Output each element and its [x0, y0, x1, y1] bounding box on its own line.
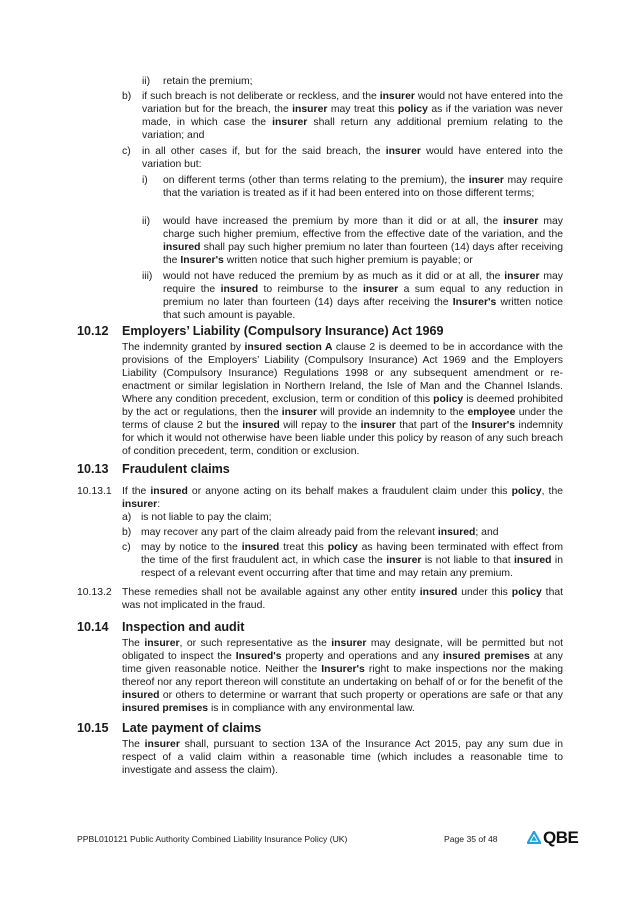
- list-item-text: [141, 511, 563, 524]
- section-title: Employers’ Liability (Compulsory Insurance) Act 1969: [122, 324, 444, 338]
- clause-number: 10.13.1: [77, 486, 112, 497]
- defined-term: Insurer's: [321, 664, 365, 675]
- defined-term: insurer: [272, 117, 308, 128]
- defined-term: insurer: [292, 104, 328, 115]
- text-run: treat this: [279, 542, 328, 553]
- list-marker: c): [122, 146, 131, 157]
- defined-term: Insurer's: [452, 297, 497, 308]
- text-run: may recover any part of the claim already paid from the relevant: [141, 527, 438, 538]
- text-run: ; and: [475, 527, 499, 538]
- text-run: or anyone acting on its behalf makes a fraudulent claim under this: [187, 486, 512, 497]
- defined-term: insured: [514, 555, 552, 566]
- text-run: is deemed prohibited by the act or regulations, then the: [122, 394, 563, 418]
- list-marker: a): [122, 512, 132, 523]
- list-marker: i): [142, 175, 148, 186]
- text-run: if such breach is not deliberate or reckless, and the: [142, 91, 380, 102]
- text-run: would not have entered into the variation but for the breach, the: [142, 91, 563, 115]
- defined-term: insured: [122, 690, 160, 701]
- list-marker: iii): [142, 271, 153, 282]
- clause-text: [122, 485, 563, 511]
- defined-term: insurer: [385, 146, 421, 157]
- defined-term: policy: [327, 542, 358, 553]
- defined-term: insurer: [360, 420, 396, 431]
- text-run: shall return any additional premium relating to the variation; and: [142, 117, 563, 141]
- defined-term: employee: [467, 407, 516, 418]
- section-number: 10.14: [77, 620, 109, 634]
- list-item-text: [141, 526, 563, 539]
- section-title: Inspection and audit: [122, 620, 245, 634]
- defined-term: insurer: [122, 499, 158, 510]
- clause-text: [122, 586, 563, 612]
- text-run: in respect of a relevant event occurring after that time and may retain any premium.: [141, 555, 564, 579]
- defined-term: insurer: [379, 91, 415, 102]
- text-run: clause 2 is deemed to be in accordance with the provisions of the Employers’ Liability (Compulsory Insurance) Act 1969 and the Employers Liability (Compulsory Insurance) Regulations 1998 or any subsequent amendment or re-enactment or similar legislation in Northern Ireland, the Isle of Man and the Channel Islands. Where any condition precedent, exclusion, term or condition of this: [122, 342, 563, 405]
- section-body: [122, 637, 563, 715]
- defined-term: Insurer's: [471, 420, 516, 431]
- defined-term: insurer: [331, 638, 367, 649]
- text-run: retain the premium;: [163, 76, 253, 87]
- defined-term: insured: [220, 284, 259, 295]
- defined-term: insurer: [363, 284, 399, 295]
- defined-term: Insured's: [235, 651, 282, 662]
- text-run: The indemnity granted by: [122, 342, 245, 353]
- text-run: under this: [457, 587, 512, 598]
- text-run: in all other cases if, but for the said breach, the: [142, 146, 386, 157]
- text-run: right to make inspections nor the making thereof nor any report thereon will constitute an undertaking on behalf of or for the benefit of the: [122, 664, 564, 688]
- text-run: property and operations and any: [281, 651, 443, 662]
- section-title: Fraudulent claims: [122, 462, 230, 476]
- subitem-text: [163, 174, 563, 200]
- section-title: Late payment of claims: [122, 721, 262, 735]
- defined-term: insurer: [504, 271, 540, 282]
- defined-term: insured: [242, 420, 280, 431]
- text-run: to reimburse to the: [258, 284, 363, 295]
- subitem-text: [163, 270, 563, 322]
- text-run: may treat this: [327, 104, 398, 115]
- text-run: written notice that such higher premium is payable; or: [223, 255, 473, 266]
- defined-term: insured: [241, 542, 280, 553]
- text-run: :: [157, 499, 161, 510]
- text-run: may require that the variation is treated as if it had been entered into on those different terms;: [163, 175, 563, 199]
- list-item-text: [163, 75, 563, 88]
- section-number: 10.13: [77, 462, 109, 476]
- clause-b-text: [142, 90, 563, 142]
- text-run: If the: [122, 486, 151, 497]
- text-run: may designate, will be permitted but not obligated to inspect the: [122, 638, 563, 662]
- defined-term: insurer: [386, 555, 422, 566]
- defined-term: insured: [419, 587, 458, 598]
- defined-term: insurer: [144, 739, 180, 750]
- clause-number: 10.13.2: [77, 587, 112, 598]
- text-run: as having been terminated with effect from the time of the first fraudulent act, in which case the: [141, 542, 563, 566]
- section-number: 10.15: [77, 721, 109, 735]
- defined-term: insurer: [144, 638, 180, 649]
- text-run: would have increased the premium by more than it did or at all, the: [163, 216, 504, 227]
- text-run: is in compliance with any environmental law.: [208, 703, 415, 714]
- list-marker: b): [122, 527, 132, 538]
- defined-term: policy: [511, 587, 542, 598]
- defined-term: insurer: [503, 216, 539, 227]
- text-run: is not liable to that: [421, 555, 514, 566]
- text-run: , the: [541, 486, 564, 497]
- text-run: as if the variation was never made, in which case the: [142, 104, 563, 128]
- text-run: would not have reduced the premium by as much as it did or at all, the: [163, 271, 505, 282]
- text-run: shall, pursuant to section 13A of the Insurance Act 2015, pay any sum due in respect of a valid claim within a reasonable time (which includes a reasonable time to investigate and assess the claim).: [122, 739, 563, 776]
- text-run: or others to determine or warrant that such property or operations are safe or that any: [159, 690, 563, 701]
- text-run: on different terms (other than terms relating to the premium), the: [163, 175, 469, 186]
- defined-term: insured: [163, 242, 201, 253]
- logo-text: QBE: [543, 828, 579, 847]
- defined-term: policy: [511, 486, 542, 497]
- footer-document-title: PPBL010121 Public Authority Combined Liability Insurance Policy (UK): [77, 834, 348, 844]
- text-run: a sum equal to any reduction in premium no later than fourteen (14) days after receiving the: [163, 284, 564, 308]
- clause-c-text: [142, 145, 563, 171]
- text-run: may by notice to the: [141, 542, 242, 553]
- list-marker: ii): [142, 216, 151, 227]
- text-run: shall pay such higher premium no later than fourteen (14) days after receiving the: [163, 242, 563, 266]
- text-run: These remedies shall not be available against any other entity: [122, 587, 420, 598]
- text-run: that was not implicated in the fraud.: [122, 587, 564, 611]
- text-run: that part of the: [395, 420, 472, 431]
- text-run: at any time given reasonable notice. Neither the: [122, 651, 563, 675]
- qbe-logo: [527, 830, 578, 846]
- text-run: would have entered into the variation but:: [142, 146, 563, 170]
- qbe-logo-icon: [527, 831, 541, 845]
- text-run: indemnity for which it would not otherwise have been liable under this policy by reason of any such breach of condition precedent, term, condition or exclusion.: [122, 420, 564, 457]
- section-number: 10.12: [77, 324, 109, 338]
- list-marker: ii): [142, 76, 151, 87]
- defined-term: insured section A: [244, 342, 333, 353]
- text-run: will repay to the: [279, 420, 361, 431]
- text-run: will provide an indemnity to the: [317, 407, 468, 418]
- section-body: [122, 738, 563, 777]
- defined-term: insured premises: [122, 703, 209, 714]
- defined-term: policy: [433, 394, 464, 405]
- text-run: may require the: [163, 271, 563, 295]
- text-run: is not liable to pay the claim;: [141, 512, 272, 523]
- defined-term: insurer: [468, 175, 504, 186]
- list-marker: c): [122, 542, 131, 553]
- list-item-text: [141, 541, 563, 580]
- defined-term: insurer: [281, 407, 317, 418]
- section-body: [122, 341, 563, 458]
- defined-term: policy: [397, 104, 428, 115]
- text-run: , or such representative as the: [179, 638, 332, 649]
- text-run: may charge such higher premium, effective from the effective date of the variation, and the: [163, 216, 563, 240]
- text-run: The: [122, 638, 145, 649]
- defined-term: insured premises: [442, 651, 530, 662]
- text-run: under the terms of clause 2 but the: [122, 407, 563, 431]
- subitem-text: [163, 215, 563, 267]
- text-run: The: [122, 739, 145, 750]
- defined-term: Insurer's: [180, 255, 224, 266]
- defined-term: insured: [437, 527, 476, 538]
- footer-page-number: Page 35 of 48: [444, 834, 498, 844]
- list-marker: b): [122, 91, 132, 102]
- defined-term: insured: [150, 486, 188, 497]
- text-run: written notice that such amount is payable.: [163, 297, 563, 321]
